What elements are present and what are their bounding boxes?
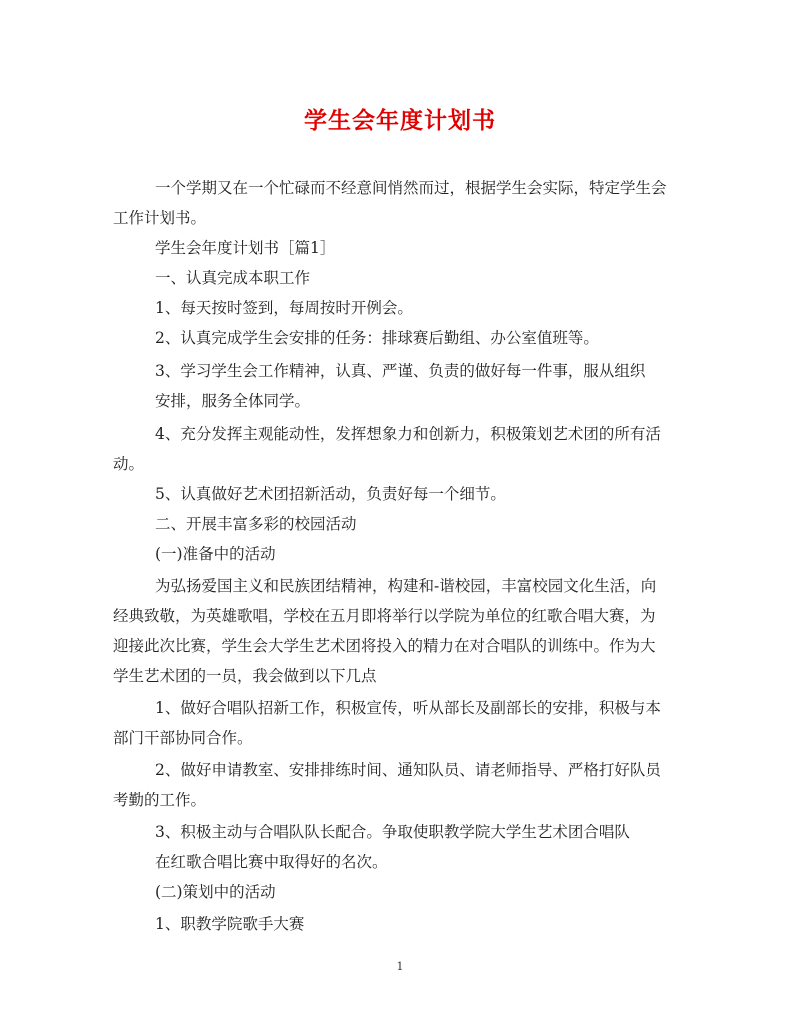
list-item: 1、职教学院歌手大赛 (155, 915, 305, 933)
list-item: 2、做好申请教室、安排排练时间、通知队员、请老师指导、严格打好队员 (155, 761, 661, 779)
list-item: 3、学习学生会工作精神，认真、严谨、负责的做好每一件事，服从组织 (155, 362, 646, 380)
section-heading: 一、认真完成本职工作 (155, 269, 311, 287)
list-item: 4、充分发挥主观能动性，发挥想象力和创新力，积极策划艺术团的所有活 (155, 425, 661, 443)
body-line: 为弘扬爱国主义和民族团结精神，构建和-谐校园，丰富校园文化生活，向 (155, 577, 657, 595)
body-line: 一个学期又在一个忙碌而不经意间悄然而过，根据学生会实际，特定学生会 (155, 179, 667, 197)
list-item-continuation: 在红歌合唱比赛中取得好的名次。 (155, 853, 388, 871)
list-item-continuation: 考勤的工作。 (113, 791, 207, 809)
section-heading: 学生会年度计划书［篇1］ (155, 239, 336, 257)
body-line: 学生艺术团的一员，我会做到以下几点 (113, 667, 377, 685)
section-heading: 二、开展丰富多彩的校园活动 (155, 515, 357, 533)
list-item: 3、积极主动与合唱队队长配合。争取使职教学院大学生艺术团合唱队 (155, 823, 630, 841)
list-item-continuation: 部门干部协同合作。 (113, 729, 253, 747)
list-item: 2、认真完成学生会安排的任务：排球赛后勤组、办公室值班等。 (155, 329, 599, 347)
document-title: 学生会年度计划书 (304, 107, 496, 134)
list-item: 1、每天按时签到，每周按时开例会。 (155, 299, 413, 317)
list-item: 1、做好合唱队招新工作，积极宣传，听从部长及副部长的安排，积极与本 (155, 699, 661, 717)
subsection-heading: (一)准备中的活动 (155, 545, 276, 563)
body-line: 迎接此次比赛，学生会大学生艺术团将投入的精力在对合唱队的训练中。作为大 (113, 637, 656, 655)
list-item-continuation: 动。 (113, 455, 145, 473)
list-item: 5、认真做好艺术团招新活动，负责好每一个细节。 (155, 485, 506, 503)
subsection-heading: (二)策划中的活动 (155, 883, 276, 901)
body-line: 经典致敬，为英雄歌唱，学校在五月即将举行以学院为单位的红歌合唱大赛，为 (113, 607, 656, 625)
list-item-continuation: 安排，服务全体同学。 (155, 392, 311, 410)
page-number: 1 (396, 960, 404, 973)
body-line: 工作计划书。 (113, 209, 207, 227)
